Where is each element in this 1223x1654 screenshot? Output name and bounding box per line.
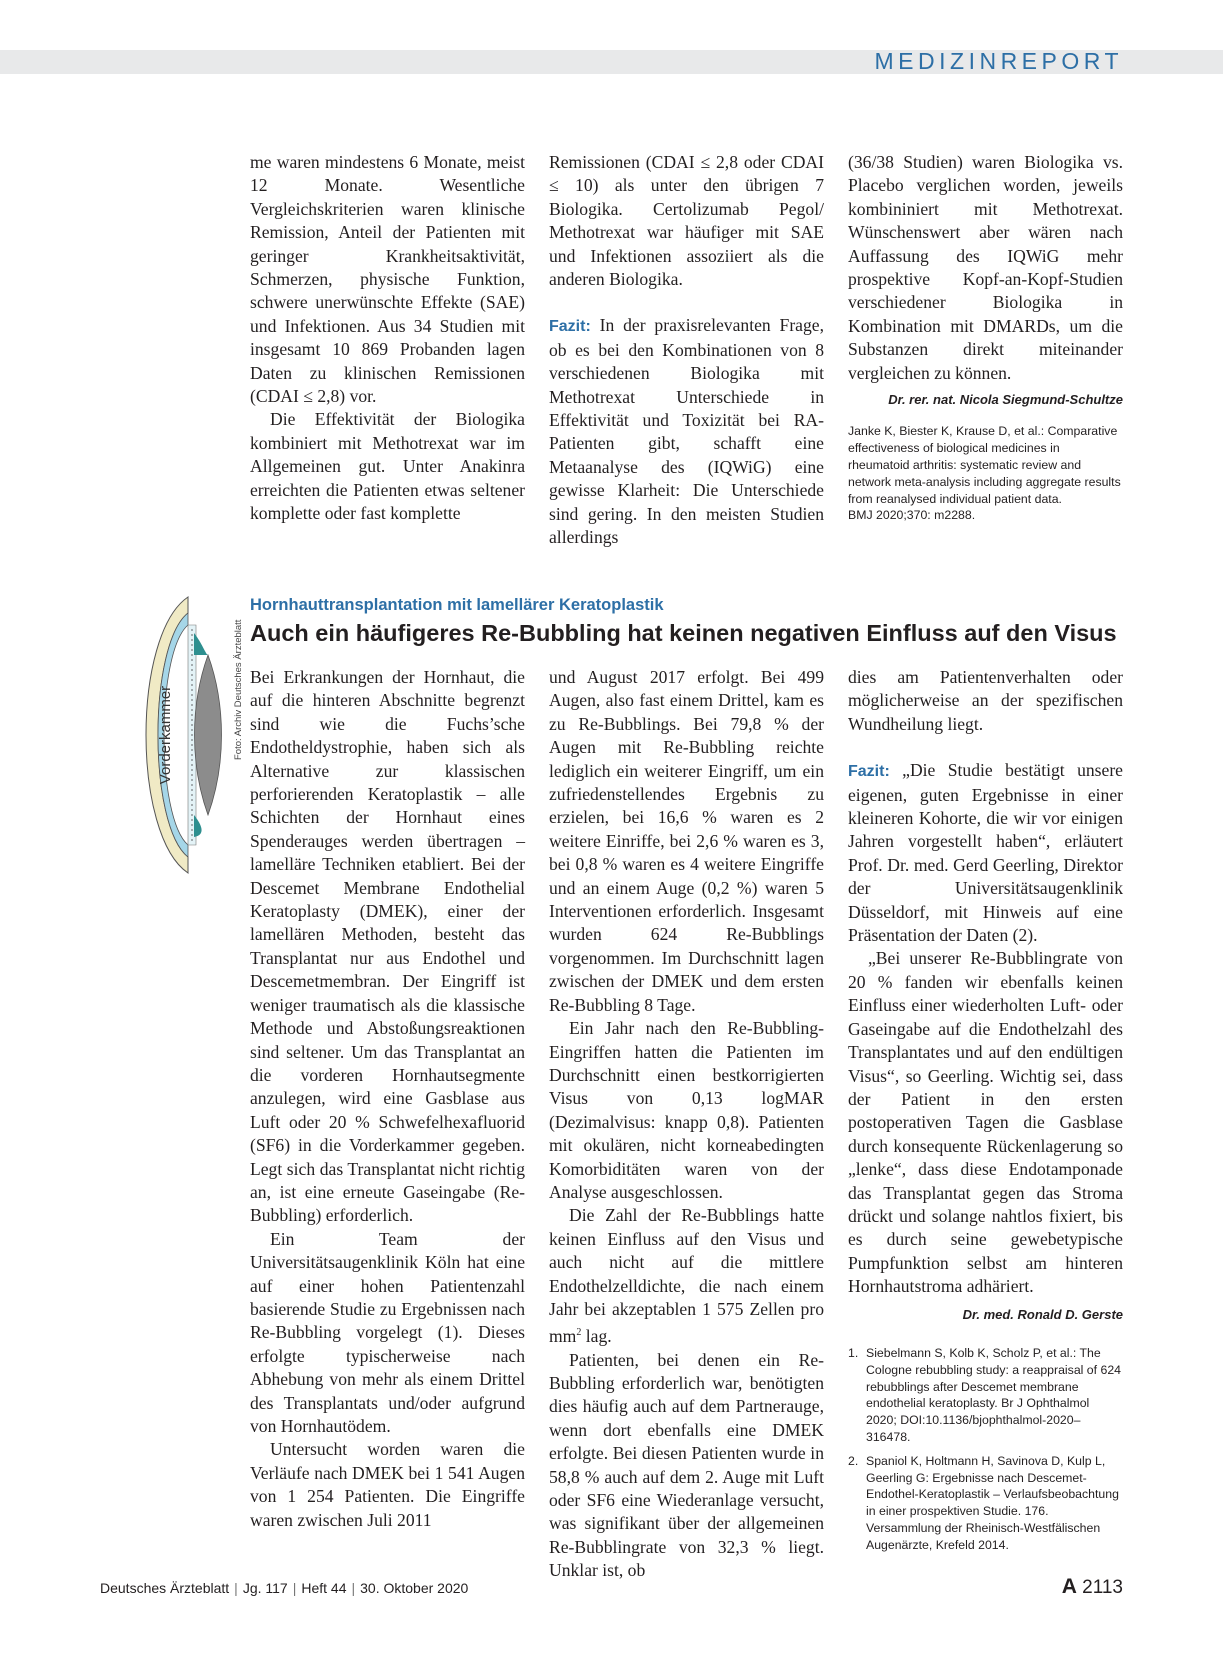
article-kicker: Hornhauttransplantation mit lamellärer Keratoplastik: [250, 596, 664, 614]
journal-name: Deutsches Ärzteblatt: [100, 1580, 230, 1596]
paragraph: (36/38 Studien) waren Biologika vs. Placebo verglichen worden, jeweils kombininiert mit Methotrexat. Wünschenswert aber wären nach Auffassung des IQWiG mehr prospektive Kopf-an-Kopf-Studien verschiedener Biologika in Kombination mit DMARDs, um die Substanzen direkt miteinander vergleichen zu können.: [848, 152, 1123, 383]
paragraph: Ein Team der Universitätsaugenklinik Köln hat eine auf einer hohen Patientenzahl basierende Studie zu Ergebnissen nach Re-Bubbling vorgelegt (1). Dieses erfolgte typischerweise nach Abhebung von mehr als einem Drittel des Transplantats und/oder aufgrund von Hornhautödem.: [250, 1228, 525, 1436]
paragraph: me waren mindestens 6 Monate, meist 12 Monate. Wesentliche Vergleichskriterien waren klinische Remission, Anteil der Patienten mit geringer Krankheitsaktivität, Schmerzen, physische Funktion, schwere unerwünschte Effekte (SAE) und Infektionen. Aus 34 Studien mit insgesamt 10 869 Probanden lagen Daten zu klinischen Remissionen (CDAI ≤ 2,8) vor.: [250, 152, 525, 407]
article2-column-3: [848, 666, 1123, 1326]
author-byline: Dr. rer. nat. Nicola Siegmund-Schultze: [888, 392, 1123, 408]
paragraph: Bei Erkrankungen der Hornhaut, die auf die hinteren Abschnitte begrenzt sind wie die Fuchs’sche Endotheldystrophie, haben sich als Alternative zur klassischen perforierenden Keratoplastik – alle Schichten der Hornhaut eines Spenderauges werden übertragen – lamelläre Techniken etabliert. Bei der Descemet Membrane Endothelial Keratoplasty (DMEK), einer der lamellären Methoden, besteht das Transplantat nur aus Endothel und Descemetmembran. Der Eingriff ist weniger traumatisch als die klassische Methode und Abstoßungsreaktionen sind seltener. Um das Transplantat an die vorderen Hornhautsegmente anzulegen, wird eine Gasblase aus Luft oder 20 % Schwefelhexafluorid (SF6) in die Vorderkammer gegeben. Legt sich das Transplantat nicht richtig an, ist eine erneute Gaseingabe (Re-Bubbling) erforderlich.: [250, 667, 525, 1226]
fazit-label: Fazit:: [848, 763, 890, 781]
volume: Jg. 117: [242, 1580, 288, 1596]
reference-line: from reanalysed individual patient data.: [848, 491, 1062, 506]
paragraph-text: „Bei unserer Re-Bubblingrate von 20 % fanden wir ebenfalls keinen Einfluss einer wiederholten Luft- oder Gaseingabe auf die Endothelzahl des Transplantates und auf den endültigen Visus“, so Geerling. Wichtig sei, dass der Patient in den ersten postoperativen Tagen die Gasblase durch konsequente Rückenlagerung so „lenke“, dass diese Endotamponade das Transplantat gegen das Stroma drückt und solange nahtlos fixiert, bis es durch seine gewebetypische Pumpfunktion selbst am hinteren Hornhautstroma adhäriert.: [848, 948, 1123, 1297]
reference-line: Janke K, Biester K, Krause D, et al.: Comparative effectiveness of biological medicines in: [848, 424, 1118, 456]
separator: |: [351, 1580, 356, 1596]
fazit-text: „Die Studie bestätigt unsere eigenen, guten Ergebnisse in einer kleineren Kohorte, die wir vor einigen Jahren vorgestellt haben“, erläutert Prof. Dr. med. Gerd Geerling, Direktor der Universitätsaugenklinik Düsseldorf, mit Hinweis auf eine Präsentation der Daten (2).: [848, 760, 1123, 946]
paragraph: Untersucht worden waren die Verläufe nach DMEK bei 1 541 Augen von 1 254 Patienten. Die Eingriffe waren zwischen Juli 2011: [250, 1439, 525, 1530]
reference-text: Siebelmann S, Kolb K, Scholz P, et al.: The Cologne rebubbling study: a reappraisal of 624 rebubblings after Descemet membrane endothelial keratoplasty. Br J Ophthalmol 2020; DOI:10.1136/bjophthalmol-2020–316478.: [866, 1346, 1121, 1444]
separator: |: [292, 1580, 297, 1596]
reference-line: BMJ 2020;370: m2288.: [848, 508, 976, 523]
paragraph-text: lag.: [581, 1326, 612, 1347]
author-byline: Dr. med. Ronald D. Gerste: [962, 1306, 1123, 1322]
article1-column-2: [549, 151, 824, 550]
fazit-paragraph: [549, 314, 824, 549]
paragraph: Patienten, bei denen ein Re-Bubbling erforderlich war, benötigten dies häufig auch auf dem Partnerauge, wenn dort ebenfalls eine DMEK erfolgte. Bei diesen Patienten wurde in 58,8 % auch auf dem 2. Auge mit Luft oder SF6 eine Wiederanlage versucht, was signifikant über der allgemeinen Re-Bubblingrate von 32,3 % liegt. Unklar ist, ob: [549, 1349, 824, 1581]
article1-column-3: [848, 151, 1123, 524]
paragraph: dies am Patientenverhalten oder möglicherweise an der spezifischen Wundheilung liegt.: [848, 667, 1123, 734]
reference: [848, 423, 1123, 524]
reference-item: [848, 1453, 1123, 1554]
photo-credit: Foto: Archiv Deutsches Ärzteblatt: [233, 619, 244, 760]
paragraph: und August 2017 erfolgt. Bei 499 Augen, also fast einem Drittel, kam es zu Re-Bubblings. Bei 79,8 % der Augen mit Re-Bubbling reichte lediglich ein weiterer Eingriff, um ein zufriedenstellendes Ergebnis zu erzielen, bei 16,6 % waren es 2 weitere Einriffe, bei 2,6 % waren es 3, bei 0,8 % waren es 4 weitere Eingriffe und an einem Auge (0,2 %) waren 5 Interventionen erforderlich. Insgesamt wurden 624 Re-Bubblings vorgenommen. Im Durchschnitt lagen zwischen der DMEK und dem ersten Re-Bubbling 8 Tage.: [549, 667, 824, 1015]
paragraph: [848, 947, 1123, 1322]
page-number: [1062, 1575, 1123, 1599]
figure-label: Vorderkammer: [157, 685, 174, 785]
page-number-value: 2113: [1082, 1577, 1123, 1598]
section-label: MEDIZINREPORT: [874, 48, 1123, 74]
page-footer: [100, 1580, 468, 1596]
issue: Heft 44: [301, 1580, 347, 1596]
paragraph: Ein Jahr nach den Re-Bubbling-Eingriffen hatten die Patienten im Durchschnitt einen bestkorrigierten Visus von 0,13 logMAR (Dezimalvisus: knapp 0,8). Patienten mit okulären, nicht korneabedingten Komorbiditäten waren von der Analyse ausgeschlossen.: [549, 1018, 824, 1202]
reference-number: 2.: [848, 1453, 859, 1468]
superscript: 2: [576, 1327, 582, 1339]
paragraph: Remissionen (CDAI ≤ 2,8 oder CDAI ≤ 10) als unter den übrigen 7 Biologika. Certolizumab Pegol/ Methotrexat war häufiger mit SAE und Infektionen assoziiert als die anderen Biologika.: [549, 152, 824, 290]
fazit-text: In der praxisrelevanten Frage, ob es bei den Kombinationen von 8 verschiedenen Biologika mit Methotrexat Unterschiede in Effektivität und Toxizität bei RA-Patienten gibt, schafft eine Metaanalyse des (IQWiG) eine gewisse Klarheit: Die Unterschiede sind gering. In den meisten Studien allerdings: [549, 315, 824, 548]
references-list: [848, 1345, 1123, 1561]
fazit-label: Fazit:: [549, 318, 591, 336]
fazit-paragraph: [848, 759, 1123, 947]
reference-item: [848, 1345, 1123, 1446]
article2-column-1: [250, 666, 525, 1532]
reference-number: 1.: [848, 1346, 859, 1360]
reference-text: Spaniol K, Holtmann H, Savinova D, Kulp L, Geerling G: Ergebnisse nach Descemet-Endothel-Keratoplastik – Verlaufsbeobachtung in einer prospektiven Studie. 176. Versammlung der Rheinisch-Westfälischen Augenärzte, Krefeld 2014.: [866, 1453, 1119, 1552]
separator: |: [234, 1580, 238, 1596]
reference-line: rheumatoid arthritis: systematic review and network meta-analysis including aggregate results: [848, 458, 1121, 489]
cornea-illustration: [130, 595, 240, 875]
paragraph: [549, 1204, 824, 1348]
paragraph: Die Effektivität der Biologika kombiniert mit Methotrexat war im Allgemeinen gut. Unter Anakinra erreichten die Patienten etwas seltener komplette oder fast komplette: [250, 409, 525, 524]
article1-column-1: [250, 151, 525, 526]
paragraph-text: Die Zahl der Re-Bubblings hatte keinen Einfluss auf den Visus und auch nicht auf die mittlere Endothelzelldichte, die nach einem Jahr bei akzeptablen 1 575 Zellen pro mm: [549, 1205, 824, 1347]
article2-column-2: [549, 666, 824, 1583]
article-headline: Auch ein häufigeres Re-Bubbling hat keinen negativen Einfluss auf den Visus: [250, 620, 1117, 646]
date: 30. Oktober 2020: [360, 1580, 469, 1596]
page-prefix: A: [1061, 1575, 1077, 1598]
